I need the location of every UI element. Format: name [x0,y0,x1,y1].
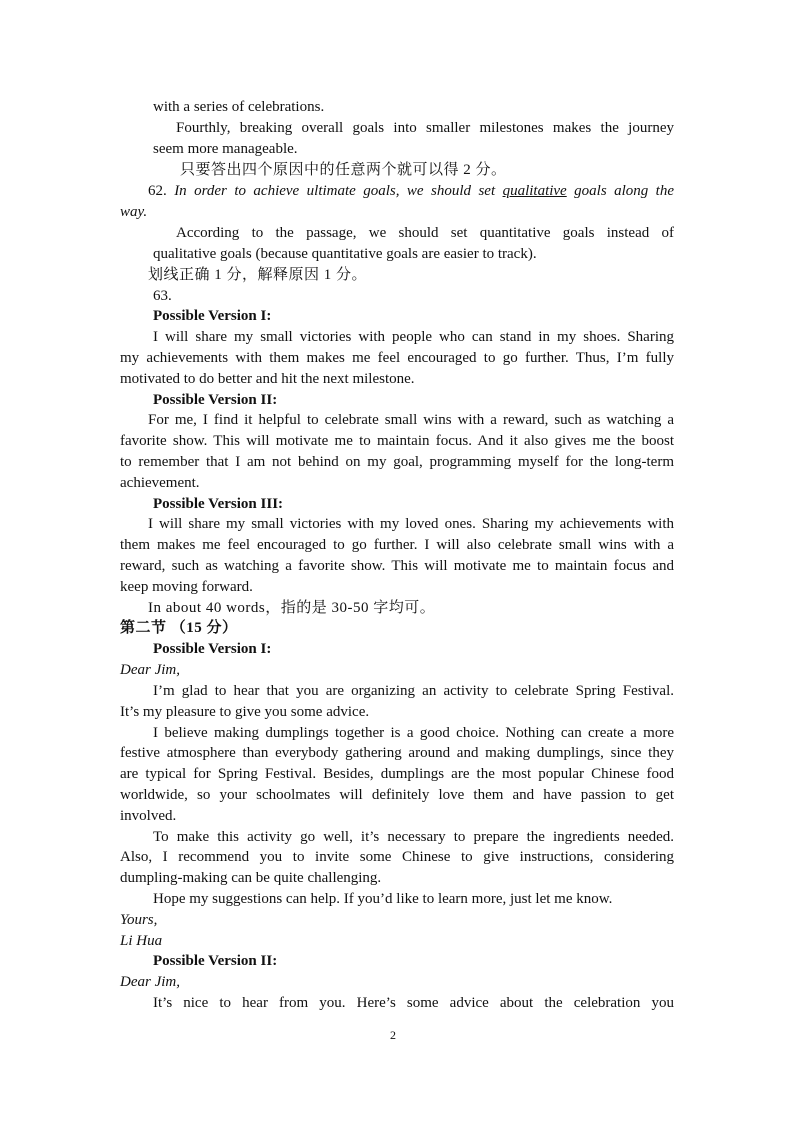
text-line: worldwide, so your schoolmates will definitely love them and have passion to get [120,787,674,803]
section-heading: 第二节 （15 分） [120,620,238,636]
text-line: motivated to do better and hit the next milestone. [120,371,415,387]
letter-salutation: Dear Jim, [120,662,180,678]
text-line: Hope my suggestions can help. If you’d like to learn more, just let me know. [153,891,613,907]
text-line: them makes me feel encouraged to go further. I will also celebrate small wins with a [120,537,674,553]
question-number: 62. [148,183,175,199]
text-line: I believe making dumplings together is a good choice. Nothing can create a more [153,725,674,741]
version-heading: Possible Version II: [153,392,278,408]
version-heading: Possible Version II: [153,953,278,969]
text-line: reward, such as watching a favorite show. This will motivate me to maintain focus and [120,558,674,574]
underlined-word: qualitative [502,183,567,199]
text-line: It’s my pleasure to give you some advice. [120,704,370,720]
text-line: It’s nice to hear from you. Here’s some advice about the celebration you [153,995,674,1011]
text-line: dumpling-making can be quite challenging. [120,870,382,886]
page-number: 2 [390,1028,396,1042]
scoring-note: 划线正确 1 分，解释原因 1 分。 [148,267,368,283]
letter-signature: Li Hua [120,933,163,949]
text-line: are typical for Spring Festival. Besides, dumplings are the most popular Chinese food [120,766,674,782]
text-line: favorite show. This will motivate me to maintain focus. And it also gives me the boost [120,433,674,449]
text-line: keep moving forward. [120,579,253,595]
question-62 [148,182,674,200]
text-line: with a series of celebrations. [153,99,325,115]
text-line: According to the passage, we should set quantitative goals instead of [176,225,674,241]
question-text: goals along the [566,183,675,199]
letter-salutation: Dear Jim, [120,974,180,990]
text-line: involved. [120,808,177,824]
text-line: Also, I recommend you to invite some Chinese to give instructions, considering [120,849,674,865]
scoring-note: In about 40 words，指的是 30-50 字均可。 [148,600,436,616]
text-line: For me, I find it helpful to celebrate small wins with a reward, such as watching a [148,412,674,428]
text-line: to remember that I am not behind on my goal, programming myself for the long-term [120,454,674,470]
text-line: my achievements with them makes me feel encouraged to go further. Thus, I’m fully [120,350,674,366]
version-heading: Possible Version III: [153,496,284,512]
letter-closing: Yours, [120,912,158,928]
text-line: qualitative goals (because quantitative goals are easier to track). [153,246,537,262]
version-heading: Possible Version I: [153,308,272,324]
question-text: In order to achieve ultimate goals, we should set [174,183,503,199]
question-number: 63. [153,288,172,304]
text-line: festive atmosphere than everybody gathering around and making dumplings, since they [120,745,674,761]
text-line: I will share my small victories with people who can stand in my shoes. Sharing [153,329,674,345]
text-line: seem more manageable. [153,141,298,157]
text-line: I will share my small victories with my loved ones. Sharing my achievements with [148,516,674,532]
text-line: Fourthly, breaking overall goals into smaller milestones makes the journey [176,120,674,136]
scoring-note: 只要答出四个原因中的任意两个就可以得 2 分。 [180,162,507,178]
version-heading: Possible Version I: [153,641,272,657]
text-line: To make this activity go well, it’s necessary to prepare the ingredients needed. [153,829,674,845]
text-line: achievement. [120,475,200,491]
text-line: I’m glad to hear that you are organizing an activity to celebrate Spring Festival. [153,683,674,699]
question-text: way. [120,204,148,220]
